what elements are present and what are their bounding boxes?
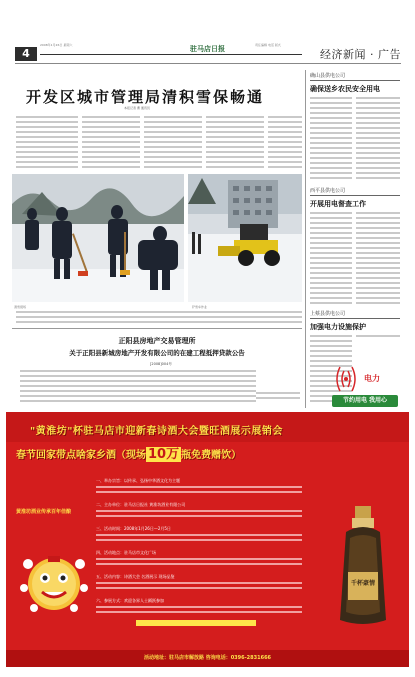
notice-org: 正阳县房地产交易管理所 [118,337,196,345]
ad-body-line-5: 五、活动内容：诗酒大会 名酒展示 现场品鉴 [96,574,175,579]
power-brand-box [330,343,400,407]
notice-headline: 关于正阳县新城房地产开发有限公司的在建工程抵押贷款公告 [69,349,245,357]
header-date: 2008年1月26日 星期六 [40,43,73,47]
notice-divider [12,328,302,329]
article-title: 开发区城市管理局清积雪保畅通 [26,88,265,106]
liquor-bottle-icon [328,502,398,632]
article-byline: 本报记者 曹 通讯员 [124,106,150,110]
ad-headline: "黄淮坊"杯驻马店市迎新春诗酒大会暨旺酒展示展销会 [30,426,283,437]
ad-subline-box [16,445,346,465]
header-rule [40,54,302,55]
ad-footer-text: 活动地址：驻马店市解放路 咨询电话：0396-2831666 [143,655,272,661]
ad-body-box [96,472,308,632]
ad-footer-bar [6,650,409,667]
power-slogan-box [332,395,398,407]
photo-caption-right: 铲雪车作业 [192,305,208,309]
header-editor: 责任编辑 电话 版式 [255,43,281,47]
sidebar-title-1: 确保送乡农民安全用电 [310,85,380,93]
photo-snow-clearing [12,174,184,302]
ad-highlight-amount: 10万 [148,447,180,462]
sidebar-tag-rule-2 [310,195,400,196]
ad-subline: 春节回家带点啥家乡酒（现场 10万 瓶免费赠饮） [16,447,242,462]
power-slogan: 节约用电 我用心 [342,397,388,404]
photo-caption-left: 清雪现场 [14,305,27,309]
sidebar-tag-rule-1 [310,80,400,81]
sidebar-title-2: 开展用电督查工作 [310,200,366,208]
page-number: 4 [15,47,37,61]
ad-side-note: 黄淮坊酒业传承百年佳酿 [16,509,72,515]
ad-body-line-2: 二、主办单位：驻马店日报社 黄淮坊酒业有限公司 [96,502,186,507]
header-rule-bottom [15,63,401,64]
notice-number: [2008]004号 [150,362,172,366]
liquor-advertisement [6,412,409,667]
sidebar-tag-rule-3 [310,318,400,319]
ad-body-line-4: 四、活动地点：驻马店市文化广场 [96,550,156,555]
masthead: 驻马店日报 [190,45,225,53]
sidebar-title-3: 加强电力设施保护 [310,323,366,331]
bottle-label: 千杯豪情 [350,580,375,587]
column-divider [305,70,306,408]
sidebar-tag-1: 确山县供电公司 [310,73,346,79]
photo-snow-plow [188,174,302,302]
ad-body-line-6: 六、参展方式：欢迎各界人士踊跃参加 [96,598,164,603]
ad-body-line-1: 一、举办宗旨：以传承、弘扬中华酒文化为主题 [96,478,180,483]
section-title: 经济新闻 · 广告 [320,48,401,61]
power-brand-name: 电力 [364,374,380,383]
sidebar-tag-2: 西平县供电公司 [310,188,346,194]
sidebar-tag-3: 上蔡县供电公司 [310,311,346,317]
ad-body-line-3: 三、活动时间：2008年1月26日—2月5日 [96,526,171,531]
lion-dance-mascot-icon [14,548,94,618]
